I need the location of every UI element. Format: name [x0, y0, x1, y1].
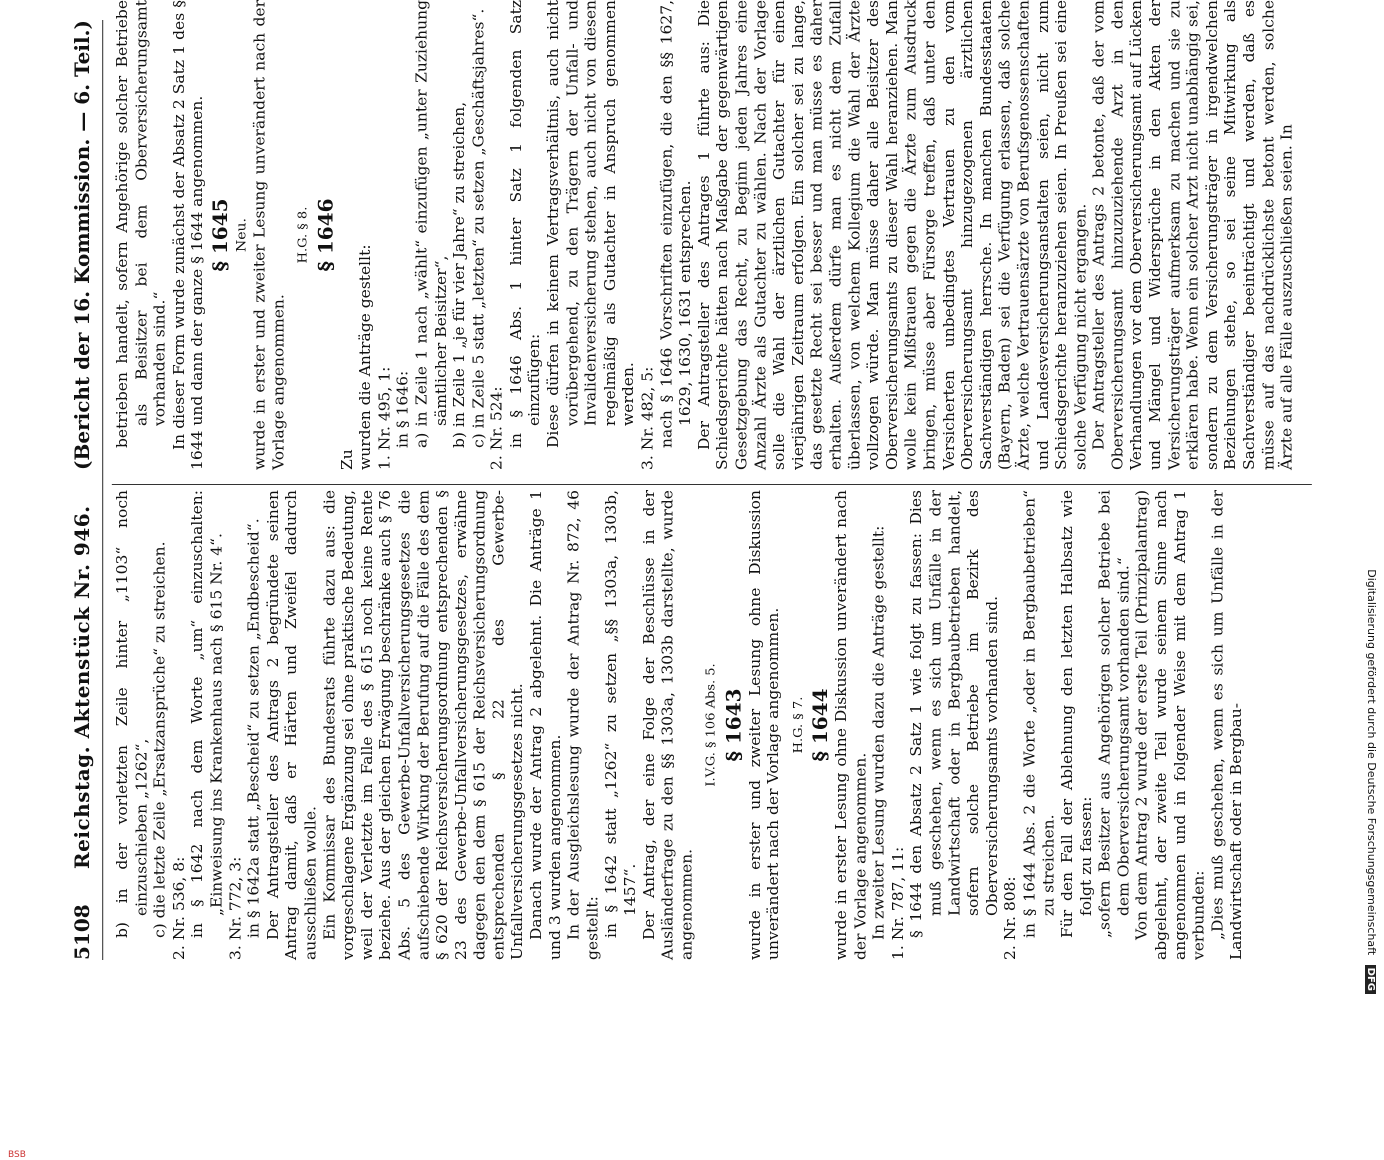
motion-number: 1. Nr. 787, 11: — [889, 846, 907, 960]
paragraph: wurde in erster Lesung ohne Diskussion unverändert nach der Vorlage angenommen. — [832, 490, 869, 960]
digitization-note-wrapper — [1360, 4, 1380, 994]
section-heading-1646: § 1646 — [314, 198, 338, 272]
paragraph: in § 1646: — [394, 370, 412, 448]
motion-number: 1. Nr. 495, 1: — [375, 366, 393, 470]
left-column — [114, 490, 1247, 960]
paragraph: „Dies muß geschehen, wenn es sich um Unfälle in der Landwirtschaft oder in Bergbau- — [1208, 490, 1246, 960]
paragraph: wurde in erster und zweiter Lesung ohne Diskussion unverändert nach der Vorlage angenommen. — [746, 490, 783, 960]
motion-number: 2. Nr. 536, 8: — [170, 856, 188, 960]
section-source: I.V.G. § 106 Abs. 5. — [704, 663, 719, 787]
paragraph: In der Ausgleichslesung wurde der Antrag Nr. 872, 46 gestellt: — [565, 490, 602, 960]
paragraph: In dieser Form wurde zunächst der Absatz 2 Satz 1 des § 1644 und dann der ganze § 1644 angenommen. — [170, 0, 207, 470]
library-stamp: BSB — [8, 1150, 26, 1160]
section-note: Neu. — [233, 218, 249, 253]
paragraph: in § 1646 Abs. 1 hinter Satz 1 folgenden Satz einzufügen: — [507, 0, 544, 448]
digitization-note: Digitalisierung gefördert durch die Deutsche Forschungsgemeinschaft — [1365, 569, 1378, 956]
paragraph: c) in Zeile 5 statt „letzten“ zu setzen „Geschäftsjahres“. — [469, 8, 487, 448]
section-source: H.G. § 8. — [296, 206, 311, 264]
section-heading-1643: § 1643 — [722, 688, 746, 762]
header-rule — [102, 20, 103, 960]
dfg-logo: DFG — [1365, 965, 1376, 994]
page-number: 5108 — [70, 904, 94, 960]
paragraph: Für den Fall der Ablehnung den letzten Halbsatz wie folgt zu fassen: — [1058, 490, 1095, 938]
paragraph: b) in der vorletzten Zeile hinter „1103“ noch einzuschieben „1262“, — [113, 490, 150, 938]
paragraph: c) die letzte Zeile „Ersatzansprüche“ zu streichen. — [151, 541, 169, 938]
paragraph: Ein Kommissar des Bundesrats führte dazu aus: die vorgeschlagene Ergänzung sei ohne praktische Bedeutung, weil der Verletzte im Falle des § 615 noch keine Rente beziehe. Aus der gleichen Erwägung beschränke auch § 76 Abs. 5 des Gewerbe-Unfallversicherungsgesetzes die aufschiebende Wirkung der Berufung auf die Fälle des dem § 620 der Reichsversicherungsordnung entsprechenden § 23 des Gewerbe-Unfallversicherungsgesetzes, erwähne dagegen den dem § 615 der Reichsversicherungsordnung entsprechenden § 22 des Gewerbe-Unfallversicherungsgesetzes nicht. — [320, 490, 527, 960]
section-source: H.G. § 7. — [791, 696, 806, 754]
section-heading-1644: § 1644 — [809, 688, 833, 762]
paragraph: Danach wurde der Antrag 2 abgelehnt. Die Anträge 1 und 3 wurden angenommen. — [527, 490, 564, 960]
paragraph: § 1644 den Absatz 2 Satz 1 wie folgt zu fassen: Dies muß geschehen, wenn es sich um Unfälle in der Landwirtschaft oder in Bergbaubetrieben handelt, sofern solche Betriebe im Bezirk des Oberversicherungsamts vorhanden sind. — [908, 490, 1001, 938]
paragraph: betrieben handelt, sofern Angehörige solcher Betriebe als Beisitzer bei dem Oberversicherungsamt vorhanden sind.“ — [113, 0, 169, 448]
rotated-page — [60, 0, 1327, 1000]
paragraph: „sofern Besitzer aus Angehörigen solcher Betriebe bei dem Oberversicherungsamt vorhanden sind.“ — [1096, 490, 1133, 938]
paragraph: wurde in erster und zweiter Lesung unverändert nach der Vorlage angenommen. — [251, 0, 288, 470]
paragraph: in § 1644 Abs. 2 die Worte „oder in Bergbaubetrieben“ zu streichen. — [1020, 490, 1057, 938]
document-title: Reichstag. Aktenstück Nr. 946. — [70, 505, 94, 869]
column-separator — [112, 484, 1312, 485]
paragraph: in § 1642a statt „Bescheid“ zu setzen „Endbescheid“. — [245, 518, 263, 938]
paragraph: in § 1642 nach dem Worte „um“ einzuschalten: „Einweisung ins Krankenhaus nach § 615 Nr. 4“. — [189, 490, 226, 938]
paragraph: wurden die Anträge gestellt: — [356, 244, 375, 470]
paragraph: Der Antrag, der eine Folge der Beschlüsse in der Ausländerfrage zu den §§ 1303a, 1303b darstellte, wurde angenommen. — [640, 490, 696, 960]
motion-number: 2. Nr. 524: — [488, 386, 506, 470]
paragraph: Der Antragsteller des Antrages 1 führte aus: Die Schiedsgerichte hätten nach Maßgabe der gegenwärtigen Gesetzgebung das Recht, zu Beginn jeden Jahres eine Anzahl Ärzte als Gutachter zu wählen. Nach der Vorlage solle die Wahl der ärztlichen Gutachter für einen vierjährigen Zeitraum erfolgen. Ein solcher sei zu lange, das gesetzte Recht sei besser und man müsse es daher erhalten. Außerdem dürfe man es nicht dem Zufall überlassen, von welchem Kollegium die Wahl der Ärzte vollzogen würde. Man müsse daher alle Beisitzer des Oberversicherungsamts zu dieser Wahl heranziehen. Man wolle kein Mißtrauen gegen die Ärzte zum Ausdruck bringen, müsse aber Fürsorge treffen, daß unter den Versicherten unbedingtes Vertrauen zu den vom Oberversicherungsamt hinzugezogenen ärztlichen Sachverständigen herrsche. In manchen Bundesstaaten (Bayern, Baden) sei die Verfügung erlassen, daß solche Ärzte, welche Vertrauensärzte von Berufsgenossenschaften und Landesversicherungsanstalten seien, nicht zum Schiedsgerichte heranzuziehen seien. In Preußen sei eine solche Verfügung nicht ergangen. — [695, 0, 1089, 470]
right-column — [114, 0, 1298, 470]
paragraph: in § 1642 statt „1262“ zu setzen „§§ 1303a, 1303b, 1457“. — [602, 490, 639, 938]
paragraph: Zu — [337, 449, 356, 470]
paragraph: Von dem Antrag 2 wurde der erste Teil (Prinzipalantrag) abgelehnt, der zweite Teil wurde seinem Sinne nach angenommen und in folgender Weise mit dem Antrag 1 verbunden: — [1133, 490, 1208, 960]
paragraph: b) in Zeile 1 „je für vier Jahre“ zu streichen, — [450, 101, 469, 448]
paragraph: a) in Zeile 1 nach „wählt“ einzufügen „unter Zuziehung sämtlicher Beisitzer“, — [413, 0, 450, 448]
paragraph: Der Antragsteller des Antrags 2 begründete seinen Antrag damit, daß er Härten und Zweifel dadurch ausschließen wolle. — [264, 490, 320, 960]
paragraph: Diese dürfen in keinem Vertragsverhältnis, auch nicht vorübergehend, zu den Trägern der Unfall- und Invalidenversicherung stehen, auch nicht von diesen regelmäßig als Gutachter in Anspruch genommen werden. — [544, 0, 638, 448]
document-subtitle: (Bericht der 16. Kommission. — 6. Teil.) — [70, 20, 94, 470]
motion-number: 3. Nr. 772, 3: — [226, 856, 244, 960]
motion-number: 3. Nr. 482, 5: — [638, 366, 657, 470]
section-heading-1645: § 1645 — [208, 198, 232, 272]
paragraph: nach § 1646 Vorschriften einzufügen, die den §§ 1627, 1629, 1630, 1631 entsprechen. — [657, 0, 694, 448]
motion-number: 2. Nr. 808: — [1002, 876, 1020, 960]
paragraph: Der Antragsteller des Antrags 2 betonte, daß der vom Oberversicherungsamt hinzuzuziehende Arzt in den Verhandlungen vor dem Oberversicherungsamt auf Lücken und Mängel und Widersprüche in den Akten der Versicherungsträger aufmerksam zu machen und sie zu erklären habe. Wenn ein solcher Arzt nicht unabhängig sei, sondern zu dem Versicherungsträger in irgendwelchen Beziehungen stehe, so sei seine Mitwirkung als Sachverständiger beeinträchtigt und werden, daß es müsse auf das nachdrücklichste betont werden, solche Ärzte auf alle Fälle auszuschließen seien. In — [1090, 0, 1296, 470]
paragraph: In zweiter Lesung wurden dazu die Anträge gestellt: — [870, 525, 888, 940]
document-sheet — [60, 0, 1327, 1000]
page-header — [66, 20, 99, 960]
